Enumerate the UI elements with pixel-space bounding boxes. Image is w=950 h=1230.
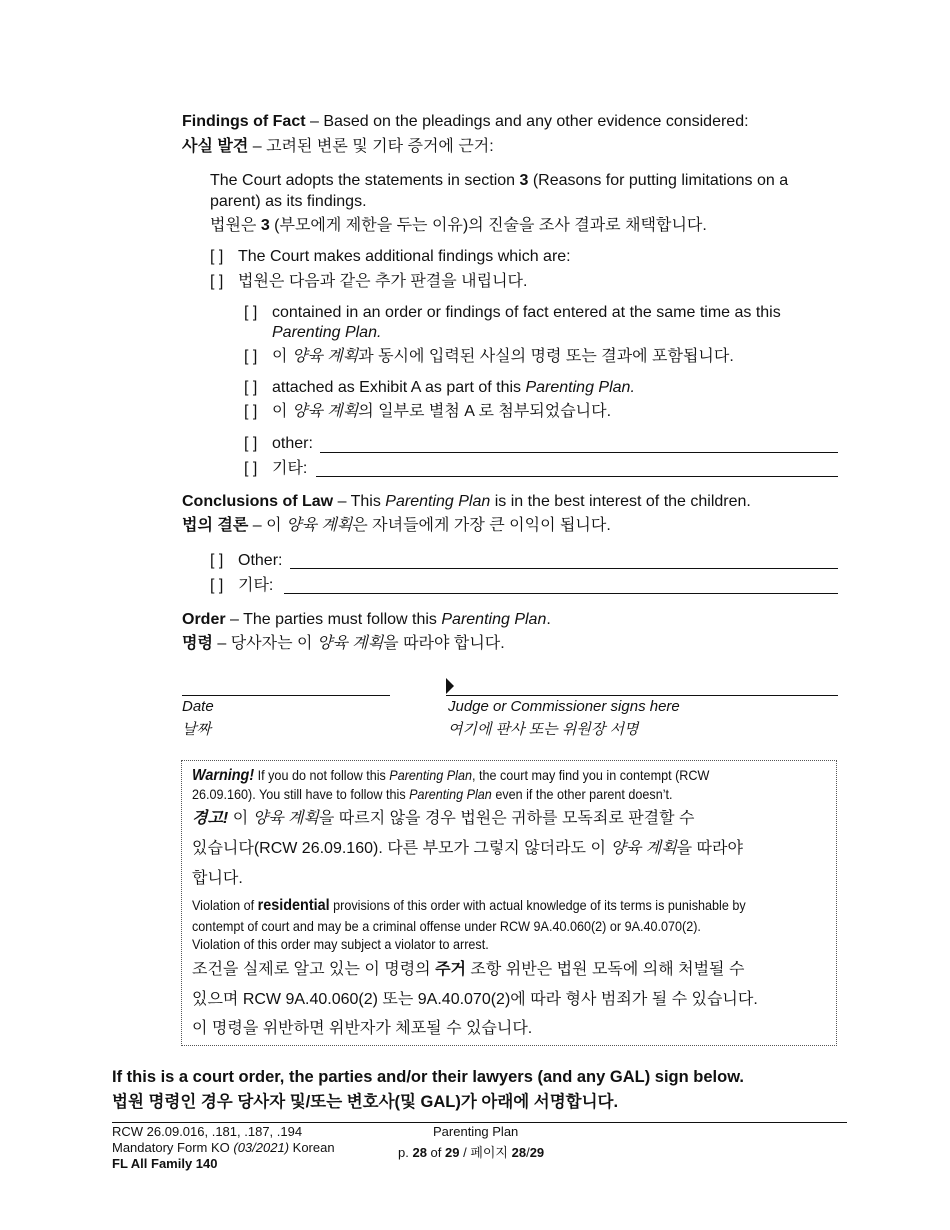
footer-divider — [112, 1122, 847, 1123]
other-checkbox-kr[interactable]: [ ] 기타: — [244, 460, 308, 477]
judge-label-kr: 여기에 판사 또는 위원장 서명 — [448, 721, 639, 738]
footer-rcw: RCW 26.09.016, .181, .187, .194 — [112, 1124, 303, 1139]
warning-kr-line-3: 합니다. — [192, 870, 243, 887]
conclusions-other-line-kr[interactable] — [284, 593, 838, 594]
order-en: Order – The parties must follow this Parenting Plan. — [182, 611, 551, 628]
footer-form: Mandatory Form KO (03/2021) Korean — [112, 1140, 335, 1155]
conclusions-other-checkbox-kr[interactable]: [ ] 기타: — [210, 577, 274, 594]
violation-en-line-3: Violation of this order may subject a violator to arrest. — [192, 936, 489, 952]
violation-kr-line-2: 있으며 RCW 9A.40.060(2) 또는 9A.40.070(2)에 따라 형사 범죄가 될 수 있습니다. — [192, 991, 758, 1008]
attached-checkbox-kr[interactable]: [ ] 이 양육 계획의 일부로 별첨 A 로 첨부되었습니다. — [244, 403, 612, 420]
sign-here-arrow-icon — [446, 678, 456, 694]
contained-checkbox-kr[interactable]: [ ] 이 양육 계획과 동시에 입력된 사실의 명령 또는 결과에 포함됩니다. — [244, 348, 734, 365]
adopt-statement-en-1: The Court adopts the statements in section 3 (Reasons for putting limitations on a — [210, 172, 789, 189]
warning-kr-line-1: 경고! 이 양육 계획을 따르지 않을 경우 법원은 귀하를 모독죄로 판결할 수 — [192, 810, 695, 827]
warning-en-line-2: 26.09.160). You still have to follow this Parenting Plan even if the other parent doesn’t. — [192, 786, 673, 802]
violation-en-line-2: contempt of court and may be a criminal offense under RCW 9A.40.060(2) or 9A.40.070(2). — [192, 918, 701, 934]
conclusions-other-line-en[interactable] — [290, 568, 838, 569]
findings-heading-en: Findings of Fact – Based on the pleadings and any other evidence considered: — [182, 113, 749, 130]
warning-box — [181, 760, 837, 1046]
date-label-en: Date — [182, 698, 214, 715]
order-kr: 명령 – 당사자는 이 양육 계획을 따라야 합니다. — [182, 635, 505, 652]
contained-en-line-2: Parenting Plan. — [272, 324, 382, 341]
additional-findings-checkbox-en[interactable]: [ ] The Court makes additional findings which are: — [210, 248, 571, 265]
footer-title: Parenting Plan — [433, 1124, 519, 1139]
adopt-statement-en-2: parent) as its findings. — [210, 193, 367, 210]
violation-en-line-1: Violation of residential provisions of this order with actual knowledge of its terms is punishable by — [192, 897, 746, 914]
judge-label-en: Judge or Commissioner signs here — [448, 698, 680, 715]
warning-kr-line-2: 있습니다(RCW 26.09.160). 다른 부모가 그렇지 않더라도 이 양육 계획을 따라야 — [192, 840, 743, 857]
other-input-line-kr[interactable] — [316, 476, 838, 477]
date-label-kr: 날짜 — [182, 721, 211, 738]
warning-en-line-1: Warning! If you do not follow this Parenting Plan, the court may find you in contempt (RCW — [192, 767, 710, 784]
footer-page-number: p. 28 of 29 / 페이지 28/29 — [398, 1145, 545, 1160]
sign-below-en: If this is a court order, the parties and/or their lawyers (and any GAL) sign below. — [112, 1068, 745, 1086]
adopt-statement-kr: 법원은 3 (부모에게 제한을 두는 이유)의 진술을 조사 결과로 채택합니다. — [210, 217, 707, 234]
attached-checkbox-en[interactable]: [ ] attached as Exhibit A as part of this Parenting Plan. — [244, 379, 635, 396]
findings-heading-kr: 사실 발견 – 고려된 변론 및 기타 증거에 근거: — [182, 138, 494, 155]
conclusions-other-checkbox-en[interactable]: [ ] Other: — [210, 552, 283, 569]
contained-checkbox-en[interactable]: [ ] contained in an order or findings of fact entered at the same time as this — [244, 304, 781, 321]
other-input-line-en[interactable] — [320, 452, 838, 453]
sign-below-kr: 법원 명령인 경우 당사자 및/또는 변호사(및 GAL)가 아래에 서명합니다. — [112, 1093, 619, 1111]
violation-kr-line-3: 이 명령을 위반하면 위반자가 체포될 수 있습니다. — [192, 1020, 533, 1037]
conclusions-en: Conclusions of Law – This Parenting Plan is in the best interest of the children. — [182, 493, 751, 510]
footer-code: FL All Family 140 — [112, 1156, 218, 1171]
other-checkbox-en[interactable]: [ ] other: — [244, 435, 313, 452]
violation-kr-line-1: 조건을 실제로 알고 있는 이 명령의 주거 조항 위반은 법원 모독에 의해 처벌될 수 — [192, 961, 745, 978]
additional-findings-checkbox-kr[interactable]: [ ] 법원은 다음과 같은 추가 판결을 내립니다. — [210, 273, 528, 290]
conclusions-kr: 법의 결론 – 이 양육 계획은 자녀들에게 가장 큰 이익이 됩니다. — [182, 517, 611, 534]
